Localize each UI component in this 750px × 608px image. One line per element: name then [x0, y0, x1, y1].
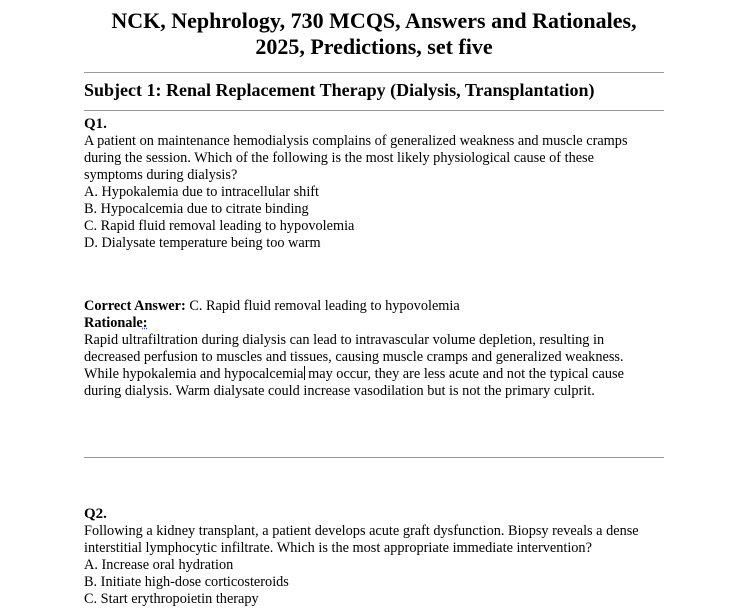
spacer [84, 252, 664, 298]
question-2-option-a: A. Increase oral hydration [84, 557, 234, 573]
rationale-label-text: Rationale [84, 315, 143, 331]
question-2-stem-line: interstitial lymphocytic infiltrate. Which is the most appropriate immediate intervention? [84, 540, 592, 556]
rationale-label-colon: : [142, 315, 148, 331]
horizontal-rule [84, 110, 664, 111]
correct-answer-text: C. Rapid fluid removal leading to hypovolemia [185, 298, 460, 314]
rationale-line: decreased perfusion to muscles and tissues, causing muscle cramps and generalized weakness. [84, 349, 624, 365]
document-page [84, 0, 664, 608]
document-title [84, 8, 664, 60]
rationale-label [84, 315, 664, 332]
question-1-option-d: D. Dialysate temperature being too warm [84, 235, 321, 251]
spacer [84, 458, 664, 505]
correct-answer [84, 298, 664, 315]
rationale-line-before-cursor: While hypokalemia and hypocalcemia [84, 366, 304, 382]
question-1-option-c: C. Rapid fluid removal leading to hypovolemia [84, 218, 355, 234]
subject-heading: Subject 1: Renal Replacement Therapy (Dialysis, Transplantation) [84, 80, 595, 100]
question-2-stem-line: Following a kidney transplant, a patient develops acute graft dysfunction. Biopsy reveals a dense [84, 523, 639, 539]
title-line-1: NCK, Nephrology, 730 MCQS, Answers and Rationales, [111, 8, 637, 33]
question-2-option-b: B. Initiate high-dose corticosteroids [84, 574, 289, 590]
question-2-option-c: C. Start erythropoietin therapy [84, 591, 259, 607]
question-1-label: Q1. [84, 116, 107, 132]
rationale-line: during dialysis. Warm dialysate could increase vasodilation but is not the primary culprit. [84, 383, 595, 399]
question-1-stem-line: symptoms during dialysis? [84, 167, 238, 183]
question-1-option-b: B. Hypocalcemia due to citrate binding [84, 201, 309, 217]
correct-answer-label: Correct Answer: [84, 298, 186, 314]
rationale-line-after-cursor: may occur, they are less acute and not the typical cause [304, 366, 624, 382]
rationale-line: Rapid ultrafiltration during dialysis can lead to intravascular volume depletion, resulting in [84, 332, 605, 348]
question-1-stem-line: A patient on maintenance hemodialysis complains of generalized weakness and muscle cramps [84, 133, 628, 149]
title-line-2: 2025, Predictions, set five [255, 34, 493, 59]
question-1-options [84, 184, 664, 252]
rationale-text[interactable] [84, 332, 664, 400]
question-1-stem-line: during the session. Which of the following is the most likely physiological cause of these [84, 150, 594, 166]
rationale-line [84, 366, 664, 383]
question-1-stem [84, 133, 664, 184]
question-2-options [84, 557, 664, 608]
question-1-option-a: A. Hypokalemia due to intracellular shift [84, 184, 320, 200]
question-2-label: Q2. [84, 506, 107, 522]
question-2-stem [84, 523, 664, 557]
horizontal-rule [84, 72, 664, 73]
